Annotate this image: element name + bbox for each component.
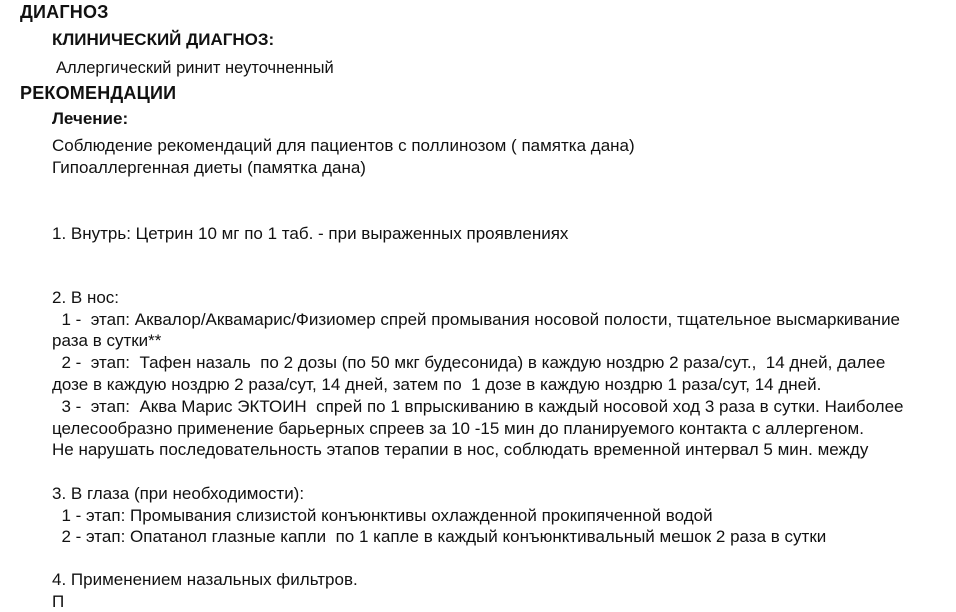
general-recommendation-line: Соблюдение рекомендаций для пациентов с поллинозом ( памятка дана): [52, 136, 635, 155]
clinical-diagnosis-value: Аллергический ринит неуточненный: [56, 59, 334, 77]
general-recommendation-line: Гипоаллергенная диеты (памятка дана): [52, 158, 366, 177]
nasal-section-line: 1 - этап: Аквалор/Аквамарис/Физиомер спрей промывания носовой полости, тщательное высмаркивание: [52, 310, 901, 329]
eyes-section-line: 1 - этап: Промывания слизистой конъюнктивы охлажденной прокипяченной водой: [52, 506, 713, 525]
nasal-section-line: дозе в каждую ноздрю 2 раза/сут, 14 дней, затем по 1 дозе в каждую ноздрю 1 раза/сут, 14 дней.: [52, 375, 822, 394]
eyes-section-line: 2 - этап: Опатанол глазные капли по 1 капле в каждый конъюнктивальный мешок 2 раза в сутки: [52, 527, 827, 546]
nasal-section-title: 2. В нос:: [52, 288, 120, 307]
nasal-filters-line: 4. Применением назальных фильтров.: [52, 570, 358, 589]
eyes-section-title: 3. В глаза (при необходимости):: [52, 484, 305, 503]
nasal-section-line: Не нарушать последовательность этапов терапии в нос, соблюдать временной интервал 5 мин. между: [52, 440, 869, 459]
nasal-section-line: 2 - этап: Тафен назаль по 2 дозы (по 50 мкг будесонида) в каждую ноздрю 2 раза/сут., 14 дней, далее: [52, 353, 886, 372]
nasal-section-line: 3 - этап: Аква Марис ЭКТОИН спрей по 1 впрыскиванию в каждый носовой ход 3 раза в сутки. Наиболее: [52, 397, 904, 416]
treatment-label: Лечение:: [52, 109, 129, 128]
cut-off-line: П: [52, 592, 65, 611]
diagnosis-heading: ДИАГНОЗ: [20, 2, 109, 22]
recommendations-heading: РЕКОМЕНДАЦИИ: [20, 83, 177, 103]
nasal-section-line: раза в сутки**: [52, 331, 162, 350]
nasal-section-line: целесообразно применение барьерных спреев за 10 -15 мин до планируемого контакта с аллергеном.: [52, 419, 864, 438]
clinical-diagnosis-label: КЛИНИЧЕСКИЙ ДИАГНОЗ:: [52, 30, 275, 49]
oral-medication-line: 1. Внутрь: Цетрин 10 мг по 1 таб. - при выраженных проявлениях: [52, 224, 569, 243]
